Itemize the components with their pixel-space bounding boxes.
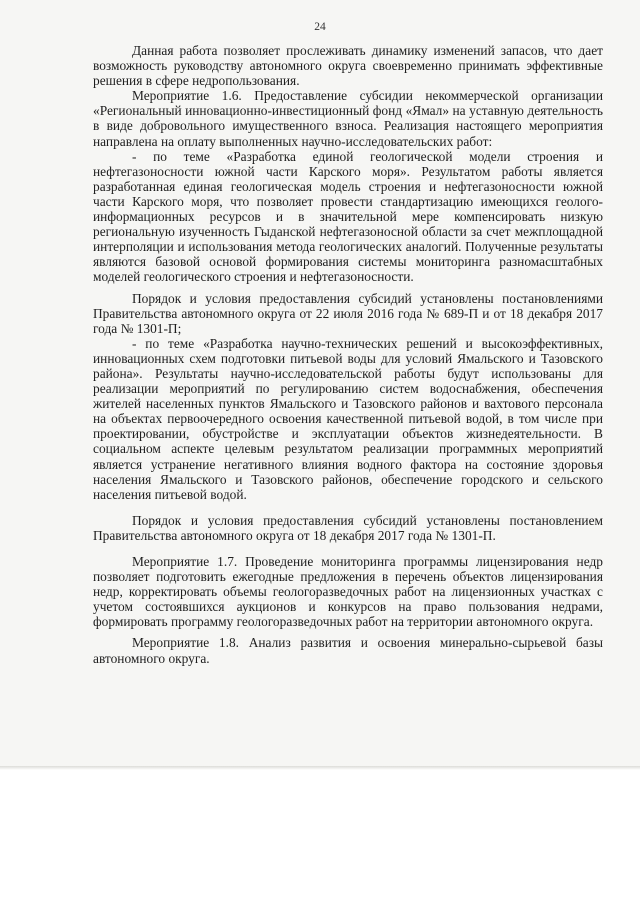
paragraph-subsidy-order-2: Порядок и условия предоставления субсидий установлены постановлением Правительства автономного округа от 18 декабря 2017 года № 1301-П. bbox=[93, 512, 603, 543]
page-edge-shadow bbox=[0, 766, 640, 770]
paragraph-subsidy-order-1: Порядок и условия предоставления субсидий установлены постановлениями Правительства автономного округа от 22 июля 2016 года № 689-П и от 18 декабря 2017 года № 1301-П; bbox=[93, 290, 603, 336]
paragraph-drinking-water: - по теме «Разработка научно-технических решений и высокоэффективных, инновационных схем подготовки питьевой воды для условий Ямальского и Тазовского района». Результаты научно-исследовательской работы будут использованы для реализации мероприятий по регулированию систем водоснабжения, обеспечения жителей населенных пунктов Ямальского и Тазовского районов и вахтового персонала на объектах первоочередного освоения качественной питьевой водой, в том числе при проектировании, обустройстве и эксплуатации объектов жизнедеятельности. В социальном аспекте целевым результатом реализации программных мероприятий является устранение негативного влияния водного фактора на состояние здоровья населения Ямальского и Тазовского районов, обеспечение городского и сельского населения питьевой водой. bbox=[93, 335, 603, 502]
paragraph-measure-1-7: Мероприятие 1.7. Проведение мониторинга программы лицензирования недр позволяет подготовить ежегодные предложения в перечень объектов лицензирования недр, корректировать объемы геологоразведочных работ на лицензионных участках с учетом состоявшихся аукционов и конкурсов на право пользования недрами, формировать программу геологоразведочных работ на территории автономного округа. bbox=[93, 554, 603, 630]
page-number: 24 bbox=[314, 21, 326, 33]
paragraph-measure-1-8: Мероприятие 1.8. Анализ развития и освоения минерально-сырьевой базы автономного округа. bbox=[93, 635, 603, 666]
paragraph-dynamics: Данная работа позволяет прослеживать динамику изменений запасов, что дает возможность руководству автономного округа своевременно принимать эффективные решения в сфере недропользования. bbox=[93, 43, 603, 89]
document-body bbox=[93, 43, 603, 666]
paragraph-kara-sea-model: - по теме «Разработка единой геологической модели строения и нефтегазоносности южной части Карского моря». Результатом работы является разработанная единая геологическая модель строения и нефтегазоносности южной части Карского моря, что позволяет провести стандартизацию имеющихся геолого-информационных ресурсов и в значительной мере компенсировать низкую региональную изученность Гыданской нефтегазоносной области за счет межплощадной интерполяции и использования метода геологических аналогий. Полученные результаты являются базовой основой формирования системы мониторинга разномасштабных моделей геологического строения и нефтегазоносности. bbox=[93, 148, 603, 285]
paragraph-measure-1-6: Мероприятие 1.6. Предоставление субсидии некоммерческой организации «Региональный инновационно-инвестиционный фонд «Ямал» на уставную деятельность в виде добровольного имущественного взноса. Реализация настоящего мероприятия направлена на оплату выполненных научно-исследовательских работ: bbox=[93, 88, 603, 149]
